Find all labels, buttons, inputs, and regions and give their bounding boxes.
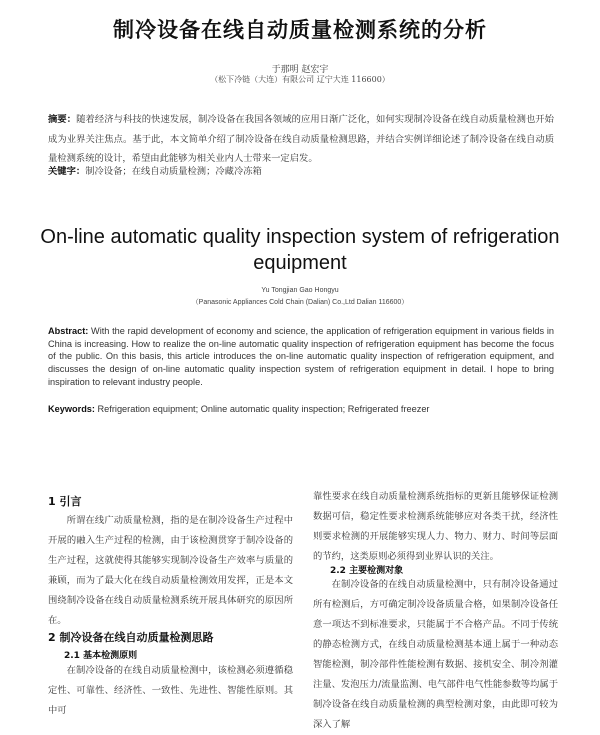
subsection-2-2-heading: 2.2 主要检测对象 xyxy=(330,566,404,576)
chinese-abstract xyxy=(48,110,554,169)
english-keywords-text: Refrigeration equipment; Online automatic quality inspection; Refrigerated freezer xyxy=(97,404,430,414)
english-title: On-line automatic quality inspection system of refrigeration equipment xyxy=(40,226,560,274)
subsection-2-1-text: 在制冷设备的在线自动质量检测中，该检测必须遵循稳定性、可靠性、经济性、一致性、先进性、智能性原则。其中可 xyxy=(48,665,293,716)
chinese-keywords xyxy=(48,165,554,179)
chinese-authors: 于那明 赵宏宇 xyxy=(271,65,329,75)
english-affiliation: （Panasonic Appliances Cold Chain (Dalian) Co.,Ltd Dalian 116600） xyxy=(191,299,409,306)
english-abstract xyxy=(48,325,554,389)
english-abstract-text: With the rapid development of economy and science, the application of refrigeration equipment in various fields in China is increasing. How to realize the on-line automatic quality inspection of refrigeration equipment has become the focus of the public. On this basis, this article introduces the on-line automatic quality inspection of refrigeration equipment, and discusses the design of on-line automatic quality inspection system of refrigeration equipment in detail. I hope to bring inspiration to relevant industry people. xyxy=(48,326,554,387)
english-keywords-label: Keywords: xyxy=(48,404,95,414)
subsection-2-1-paragraph xyxy=(48,661,293,721)
section-1-paragraph xyxy=(48,511,293,631)
right-column-paragraph-2 xyxy=(313,575,558,735)
chinese-keywords-text: 制冷设备；在线自动质量检测；冷藏冷冻箱 xyxy=(85,166,262,177)
section-1-text: 所谓在线广动质量检测，指的是在制冷设备生产过程中开展的融入生产过程的检测，由于该检测贯穿于制冷设备的生产过程，这就使得其能够实现制冷设备生产效率与质量的兼顾，而为了最大化在线自动质量检测效用发挥，正是本文围绕制冷设备在线自动质量检测系统开展具体研究的原因所在。 xyxy=(48,515,293,626)
right-column-paragraph-1 xyxy=(313,487,558,567)
chinese-title: 制冷设备在线自动质量检测系统的分析 xyxy=(113,18,487,42)
english-keywords xyxy=(48,404,554,414)
chinese-affiliation: （松下冷链（大连）有限公司 辽宁大连 116600） xyxy=(210,75,390,84)
english-abstract-label: Abstract: xyxy=(48,326,89,336)
chinese-abstract-label: 摘要： xyxy=(48,114,77,125)
chinese-abstract-text: 随着经济与科技的快速发展，制冷设备在我国各领域的应用日渐广泛化，如何实现制冷设备在线自动质量检测也开始成为业界关注焦点。基于此，本文简单介绍了制冷设备在线自动质量检测思路，并结合实例详细论述了制冷设备在线自动质量检测系统的设计，希望由此能够为相关业内人士带来一定启发。 xyxy=(48,114,554,164)
english-authors: Yu Tongjian Gao Hongyu xyxy=(261,287,339,294)
subsection-2-1-heading: 2.1 基本检测原则 xyxy=(64,651,138,661)
chinese-keywords-label: 关键字： xyxy=(48,166,86,177)
right-column-text-2: 在制冷设备的在线自动质量检测中，只有制冷设备通过所有检测后，方可确定制冷设备质量合格，如果制冷设备任意一项达不到标准要求，只能属于不合格产品。不同于传统的静态检测方式，在线自动质量检测基本通上属于一种动态智能检测，制冷部件性能检测有数据、接机安全、制冷剂灌注量、发泡压力/流量监测、电气部件电气性能参数等均属于制冷设备在线自动质量检测的典型检测对象，由此即可较为深入了解 xyxy=(313,579,558,730)
section-2-heading: 2 制冷设备在线自动质量检测思路 xyxy=(48,631,214,644)
section-1-heading: 1 引言 xyxy=(48,495,82,508)
right-column-text-1: 靠性要求在线自动质量检测系统指标的更新且能够保证检测数据可信，稳定性要求检测系统能够应对各类干扰，经济性则要求检测的开展能够实现人力、物力、财力、时间等层面的节约，这类原则必须得到业界认识的关注。 xyxy=(313,491,558,562)
